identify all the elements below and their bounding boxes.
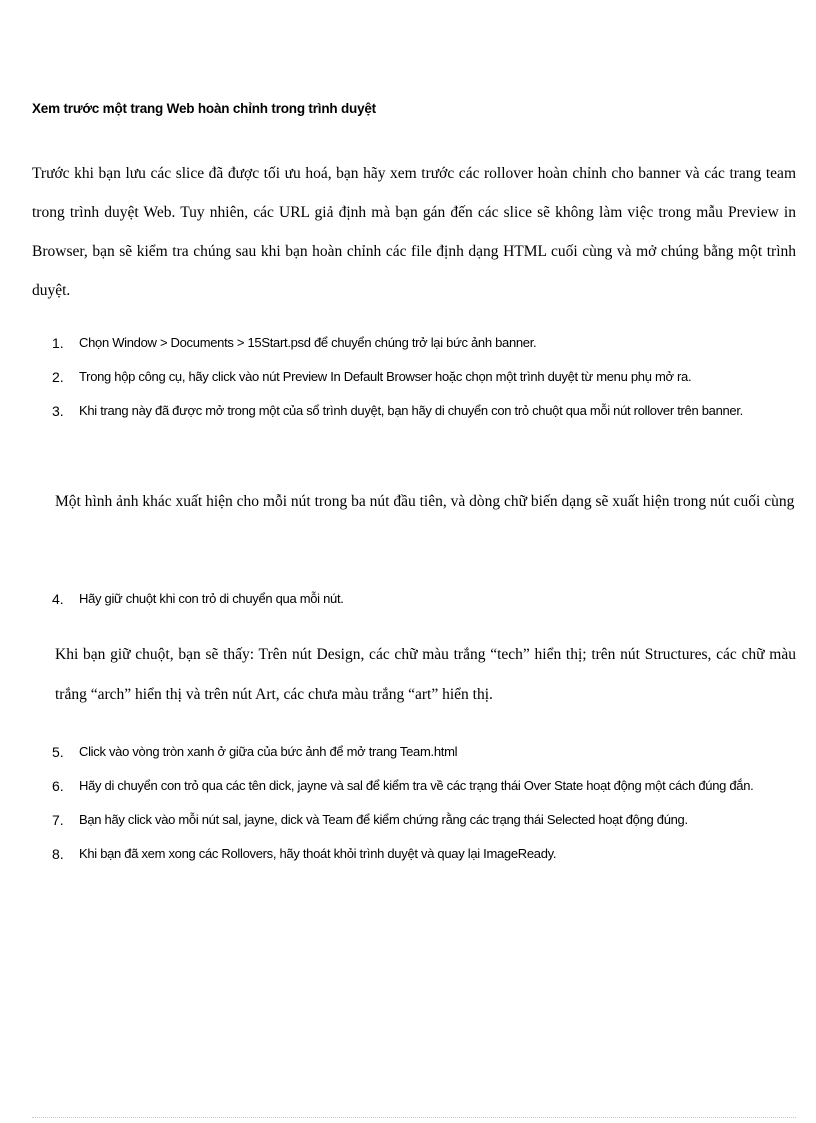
list-item-number: 3. [52,403,64,419]
list-item-number: 2. [52,369,64,385]
list-item [52,394,796,428]
list-item [52,735,796,769]
list-item-number: 1. [52,335,64,351]
list-item-text: Click vào vòng tròn xanh ở giữa của bức ảnh để mở trang Team.html [79,744,458,759]
steps-list [52,582,796,616]
list-item-text: Khi trang này đã được mở trong một của sổ trình duyệt, bạn hãy di chuyển con trỏ chuột qua mỗi nút rollover trên banner. [79,403,743,418]
list-item [52,582,796,616]
list-item-number: 5. [52,744,64,760]
steps-list [52,735,796,871]
note-paragraph: Một hình ảnh khác xuất hiện cho mỗi nút trong ba nút đầu tiên, và dòng chữ biến dạng sẽ xuất hiện trong nút cuối cùng [55,493,795,510]
list-item-number: 7. [52,812,64,828]
list-item [52,326,796,360]
list-item-number: 4. [52,591,64,607]
list-item-text: Hãy di chuyển con trỏ qua các tên dick, jayne và sal để kiểm tra về các trạng thái Over State hoạt động một cách đúng đắn. [79,778,754,793]
note-paragraph: Khi bạn giữ chuột, bạn sẽ thấy: Trên nút Design, các chữ màu trắng “tech” hiển thị; trên nút Structures, các chữ màu trắng “arch” hiển thị và trên nút Art, các chưa màu trắng “art” hiển thị. [55,646,796,703]
list-item [52,360,796,394]
list-item-text: Hãy giữ chuột khi con trỏ di chuyển qua mỗi nút. [79,591,344,606]
steps-list [52,326,796,428]
list-item-text: Khi bạn đã xem xong các Rollovers, hãy thoát khỏi trình duyệt và quay lại ImageReady. [79,846,557,861]
list-item-number: 6. [52,778,64,794]
intro-paragraph: Trước khi bạn lưu các slice đã được tối ưu hoá, bạn hãy xem trước các rollover hoàn chỉnh cho banner và các trang team trong trình duyệt Web. Tuy nhiên, các URL giả định mà bạn gán đến các slice sẽ không làm việc trong mẫu Preview in Browser, bạn sẽ kiểm tra chúng sau khi bạn hoàn chỉnh các file định dạng HTML cuối cùng và mở chúng bằng một trình duyệt. [32,165,796,299]
list-item-text: Trong hộp công cụ, hãy click vào nút Preview In Default Browser hoặc chọn một trình duyệt từ menu phụ mở ra. [79,369,692,384]
list-item-text: Bạn hãy click vào mỗi nút sal, jayne, dick và Team để kiểm chứng rằng các trạng thái Selected hoạt động đúng. [79,812,688,827]
list-item-number: 8. [52,846,64,862]
list-item [52,803,796,837]
list-item-text: Chọn Window > Documents > 15Start.psd để chuyển chúng trở lại bức ảnh banner. [79,335,537,350]
section-heading: Xem trước một trang Web hoàn chỉnh trong trình duyệt [32,101,376,116]
list-item [52,769,796,803]
page-footer-divider [32,1117,796,1118]
list-item [52,837,796,871]
